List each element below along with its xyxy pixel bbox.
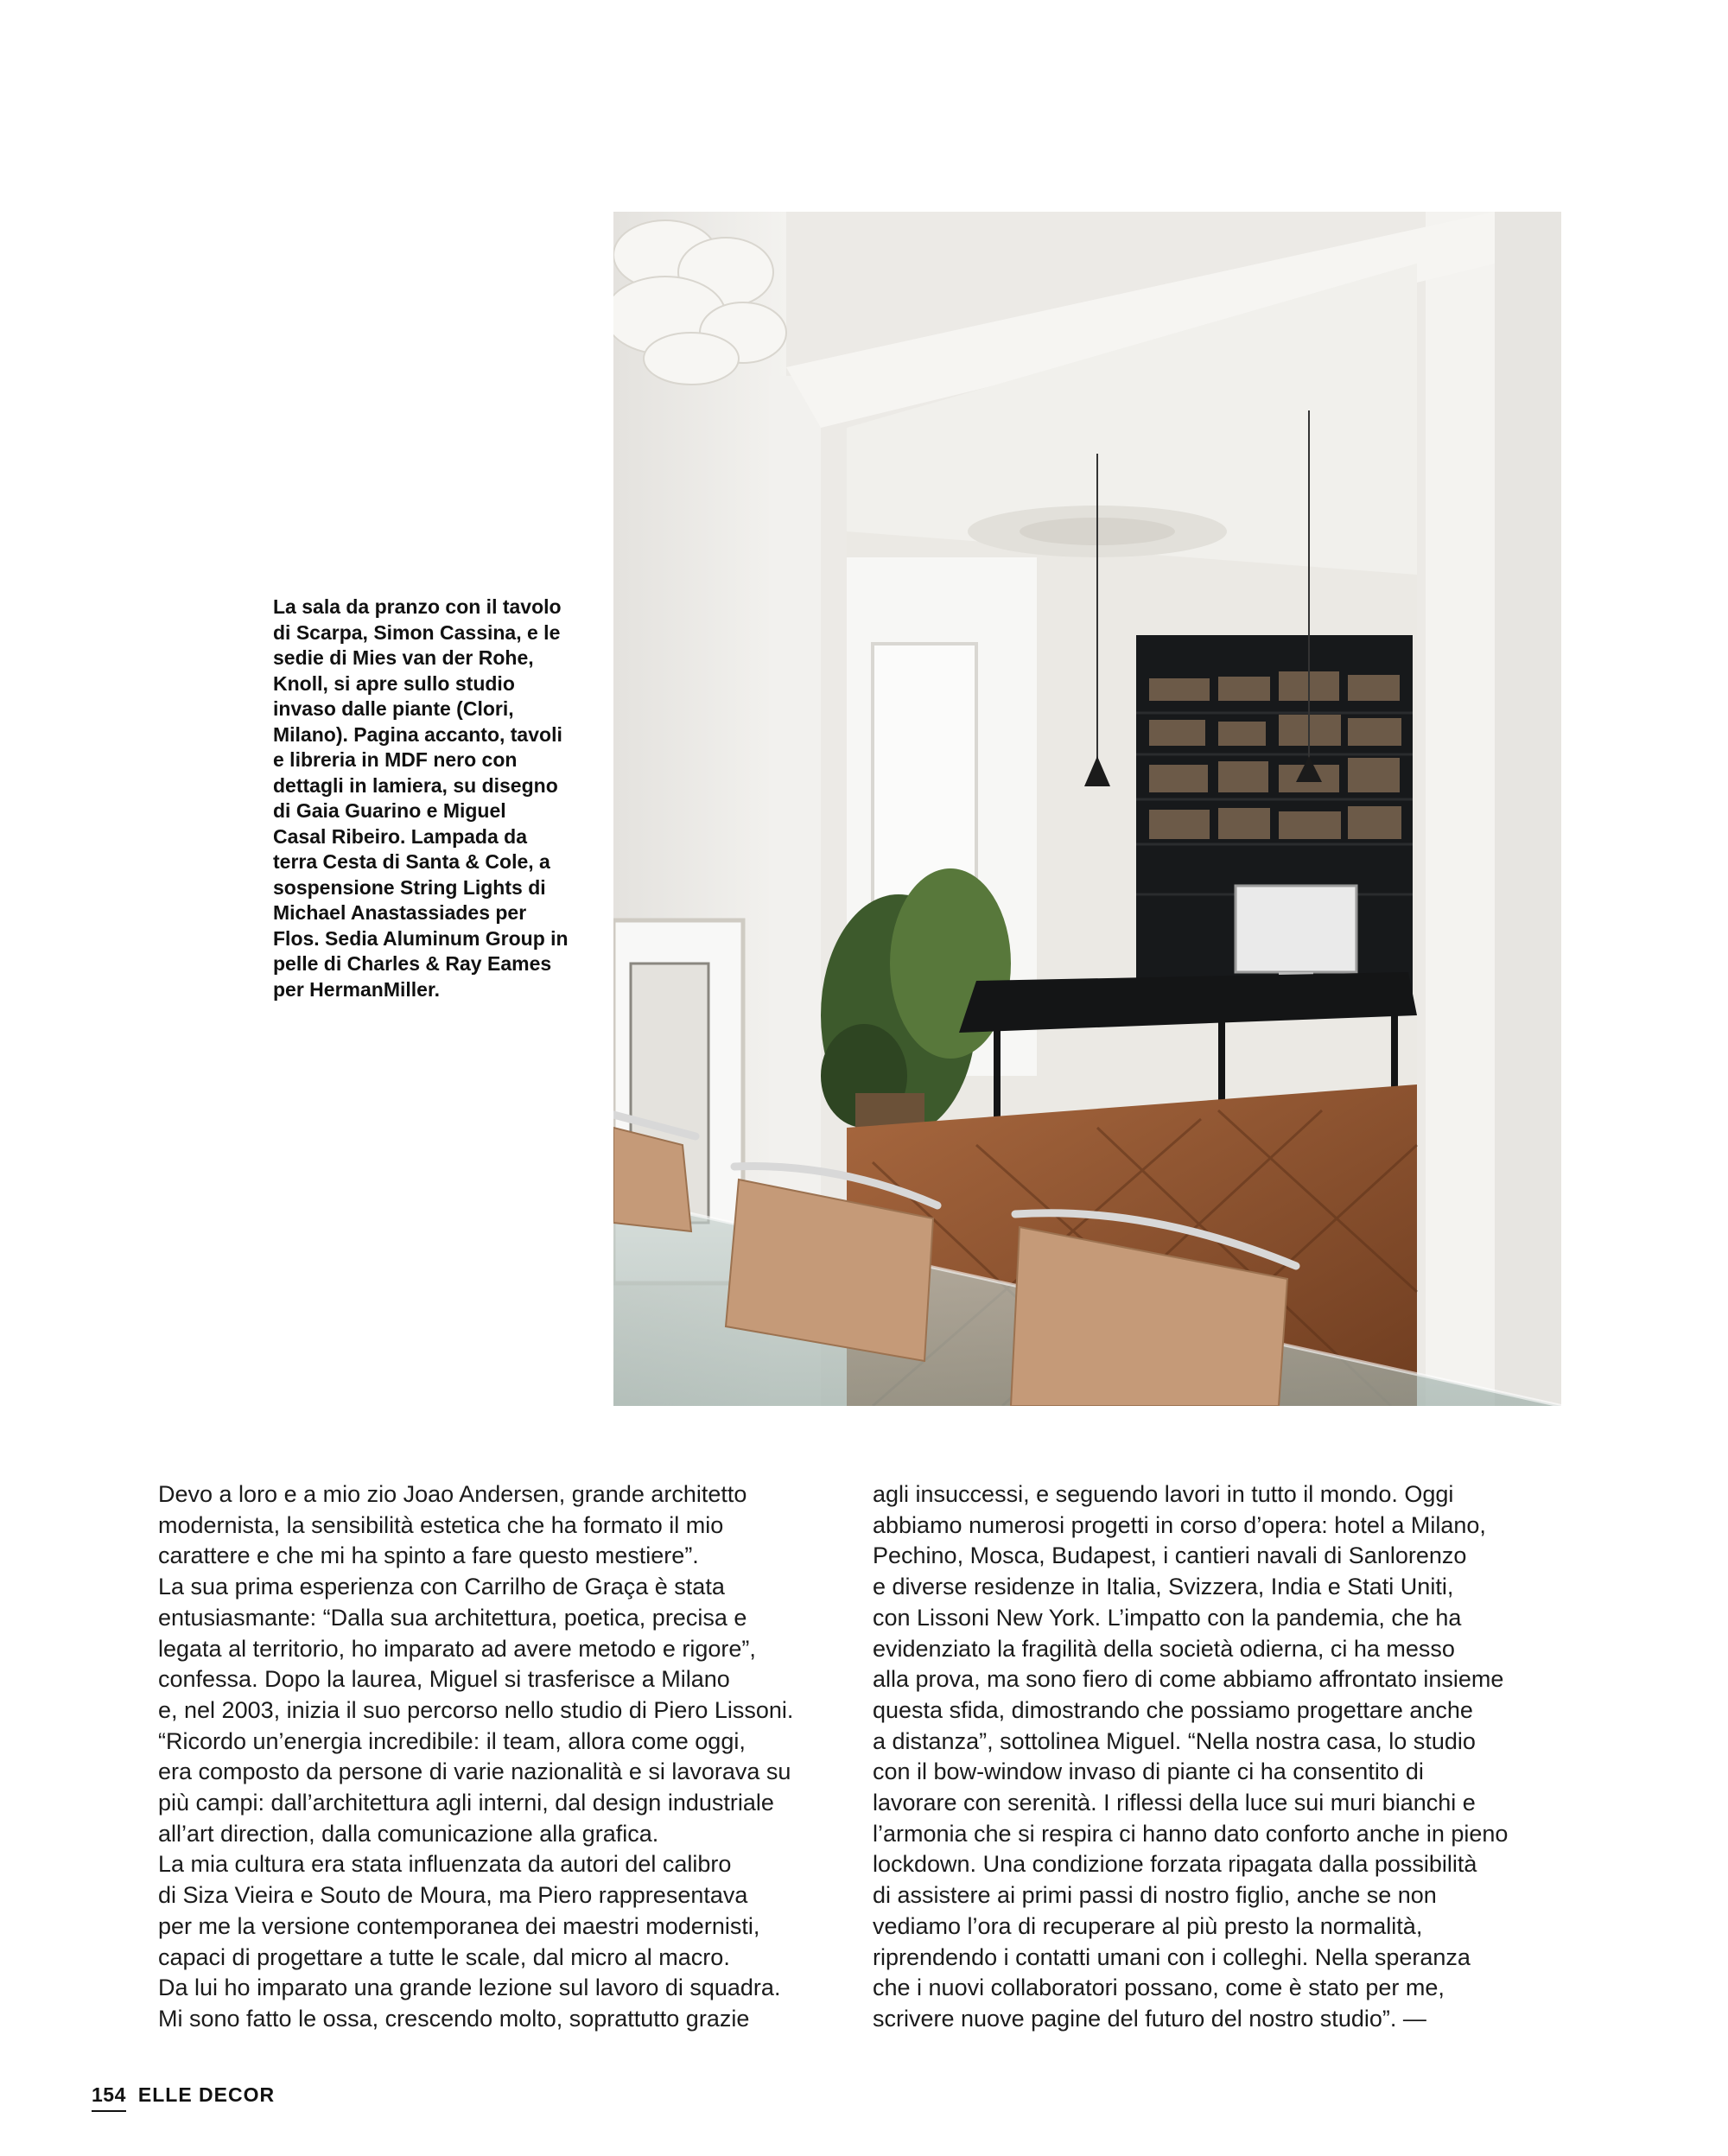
text-line: Mi sono fatto le ossa, crescendo molto, soprattutto grazie [158, 2005, 750, 2032]
text-line: riprendendo i contatti umani con i colleghi. Nella speranza [873, 1943, 1471, 1970]
caption-line: di Scarpa, Simon Cassina, e le [273, 620, 561, 644]
photo-caption [273, 595, 597, 1002]
body-text-right-column [873, 1479, 1564, 2035]
text-line: alla prova, ma sono fiero di come abbiamo affrontato insieme [873, 1666, 1504, 1693]
interior-photo [613, 212, 1561, 1406]
text-line: per me la versione contemporanea dei maestri modernisti, [158, 1912, 760, 1939]
text-line: di Siza Vieira e Souto de Moura, ma Piero rappresentava [158, 1882, 748, 1909]
magazine-name: ELLE DECOR [137, 2083, 276, 2106]
text-line: carattere e che mi ha spinto a fare questo mestiere”. [158, 1542, 699, 1569]
caption-line: sedie di Mies van der Rohe, [273, 646, 534, 669]
text-line: lockdown. Una condizione forzata ripagata dalla possibilità [873, 1851, 1477, 1878]
caption-line: e libreria in MDF nero con [273, 748, 518, 771]
caption-line: Flos. Sedia Aluminum Group in [273, 926, 569, 950]
text-line: che i nuovi collaboratori possano, come è stato per me, [873, 1975, 1445, 2001]
text-line: lavorare con serenità. I riflessi della luce sui muri bianchi e [873, 1790, 1476, 1816]
caption-line: pelle di Charles & Ray Eames [273, 952, 552, 975]
text-line: modernista, la sensibilità estetica che ha formato il mio [158, 1511, 724, 1538]
text-line: abbiamo numerosi progetti in corso d’opera: hotel a Milano, [873, 1511, 1486, 1538]
text-line: scrivere nuove pagine del futuro del nostro studio”. — [873, 2005, 1426, 2032]
caption-line: invaso dalle piante (Clori, [273, 697, 514, 720]
text-line: a distanza”, sottolinea Miguel. “Nella nostra casa, lo studio [873, 1727, 1476, 1754]
text-line: l’armonia che si respira ci hanno dato conforto anche in pieno [873, 1820, 1509, 1847]
caption-line: terra Cesta di Santa & Cole, a [273, 850, 550, 873]
text-line: questa sfida, dimostrando che possiamo progettare anche [873, 1696, 1473, 1723]
text-line: La sua prima esperienza con Carrilho de Graça è stata [158, 1574, 725, 1600]
page-footer [92, 2083, 275, 2118]
text-line: con il bow-window invaso di piante ci ha consentito di [873, 1759, 1424, 1785]
text-line: con Lissoni New York. L’impatto con la pandemia, che ha [873, 1604, 1462, 1631]
text-line: vediamo l’ora di recuperare al più presto la normalità, [873, 1912, 1423, 1939]
text-line: era composto da persone di varie nazionalità e si lavorava su [158, 1759, 791, 1785]
caption-line: Milano). Pagina accanto, tavoli [273, 722, 562, 746]
text-line: e diverse residenze in Italia, Svizzera, India e Stati Uniti, [873, 1574, 1454, 1600]
text-line: evidenziato la fragilità della società odierna, ci ha messo [873, 1635, 1455, 1662]
text-line: Da lui ho imparato una grande lezione sul lavoro di squadra. [158, 1975, 781, 2001]
body-text-left-column [158, 1479, 849, 2035]
text-line: La mia cultura era stata influenzata da autori del calibro [158, 1851, 732, 1878]
text-line: agli insuccessi, e seguendo lavori in tutto il mondo. Oggi [873, 1481, 1454, 1507]
text-line: “Ricordo un’energia incredibile: il team, allora come oggi, [158, 1727, 746, 1754]
page-number: 154 [92, 2083, 126, 2112]
text-line: Devo a loro e a mio zio Joao Andersen, grande architetto [158, 1481, 747, 1507]
text-line: più campi: dall’architettura agli interni, dal design industriale [158, 1790, 774, 1816]
caption-line: La sala da pranzo con il tavolo [273, 595, 562, 618]
text-line: confessa. Dopo la laurea, Miguel si trasferisce a Milano [158, 1666, 730, 1693]
text-line: e, nel 2003, inizia il suo percorso nello studio di Piero Lissoni. [158, 1696, 794, 1723]
caption-line: Michael Anastassiades per [273, 901, 527, 924]
caption-line: di Gaia Guarino e Miguel [273, 799, 506, 822]
caption-line: dettagli in lamiera, su disegno [273, 773, 558, 797]
caption-line: Knoll, si apre sullo studio [273, 671, 515, 695]
caption-line: Casal Ribeiro. Lampada da [273, 824, 527, 848]
text-line: Pechino, Mosca, Budapest, i cantieri navali di Sanlorenzo [873, 1542, 1467, 1569]
text-line: entusiasmante: “Dalla sua architettura, poetica, precisa e [158, 1604, 747, 1631]
text-line: legata al territorio, ho imparato ad avere metodo e rigore”, [158, 1635, 756, 1662]
interior-photo-icon [613, 212, 1561, 1406]
caption-line: per HermanMiller. [273, 977, 441, 1001]
text-line: all’art direction, dalla comunicazione alla grafica. [158, 1820, 659, 1847]
caption-line: sospensione String Lights di [273, 875, 546, 899]
text-line: capaci di progettare a tutte le scale, dal micro al macro. [158, 1943, 730, 1970]
text-line: di assistere ai primi passi di nostro figlio, anche se non [873, 1882, 1437, 1909]
